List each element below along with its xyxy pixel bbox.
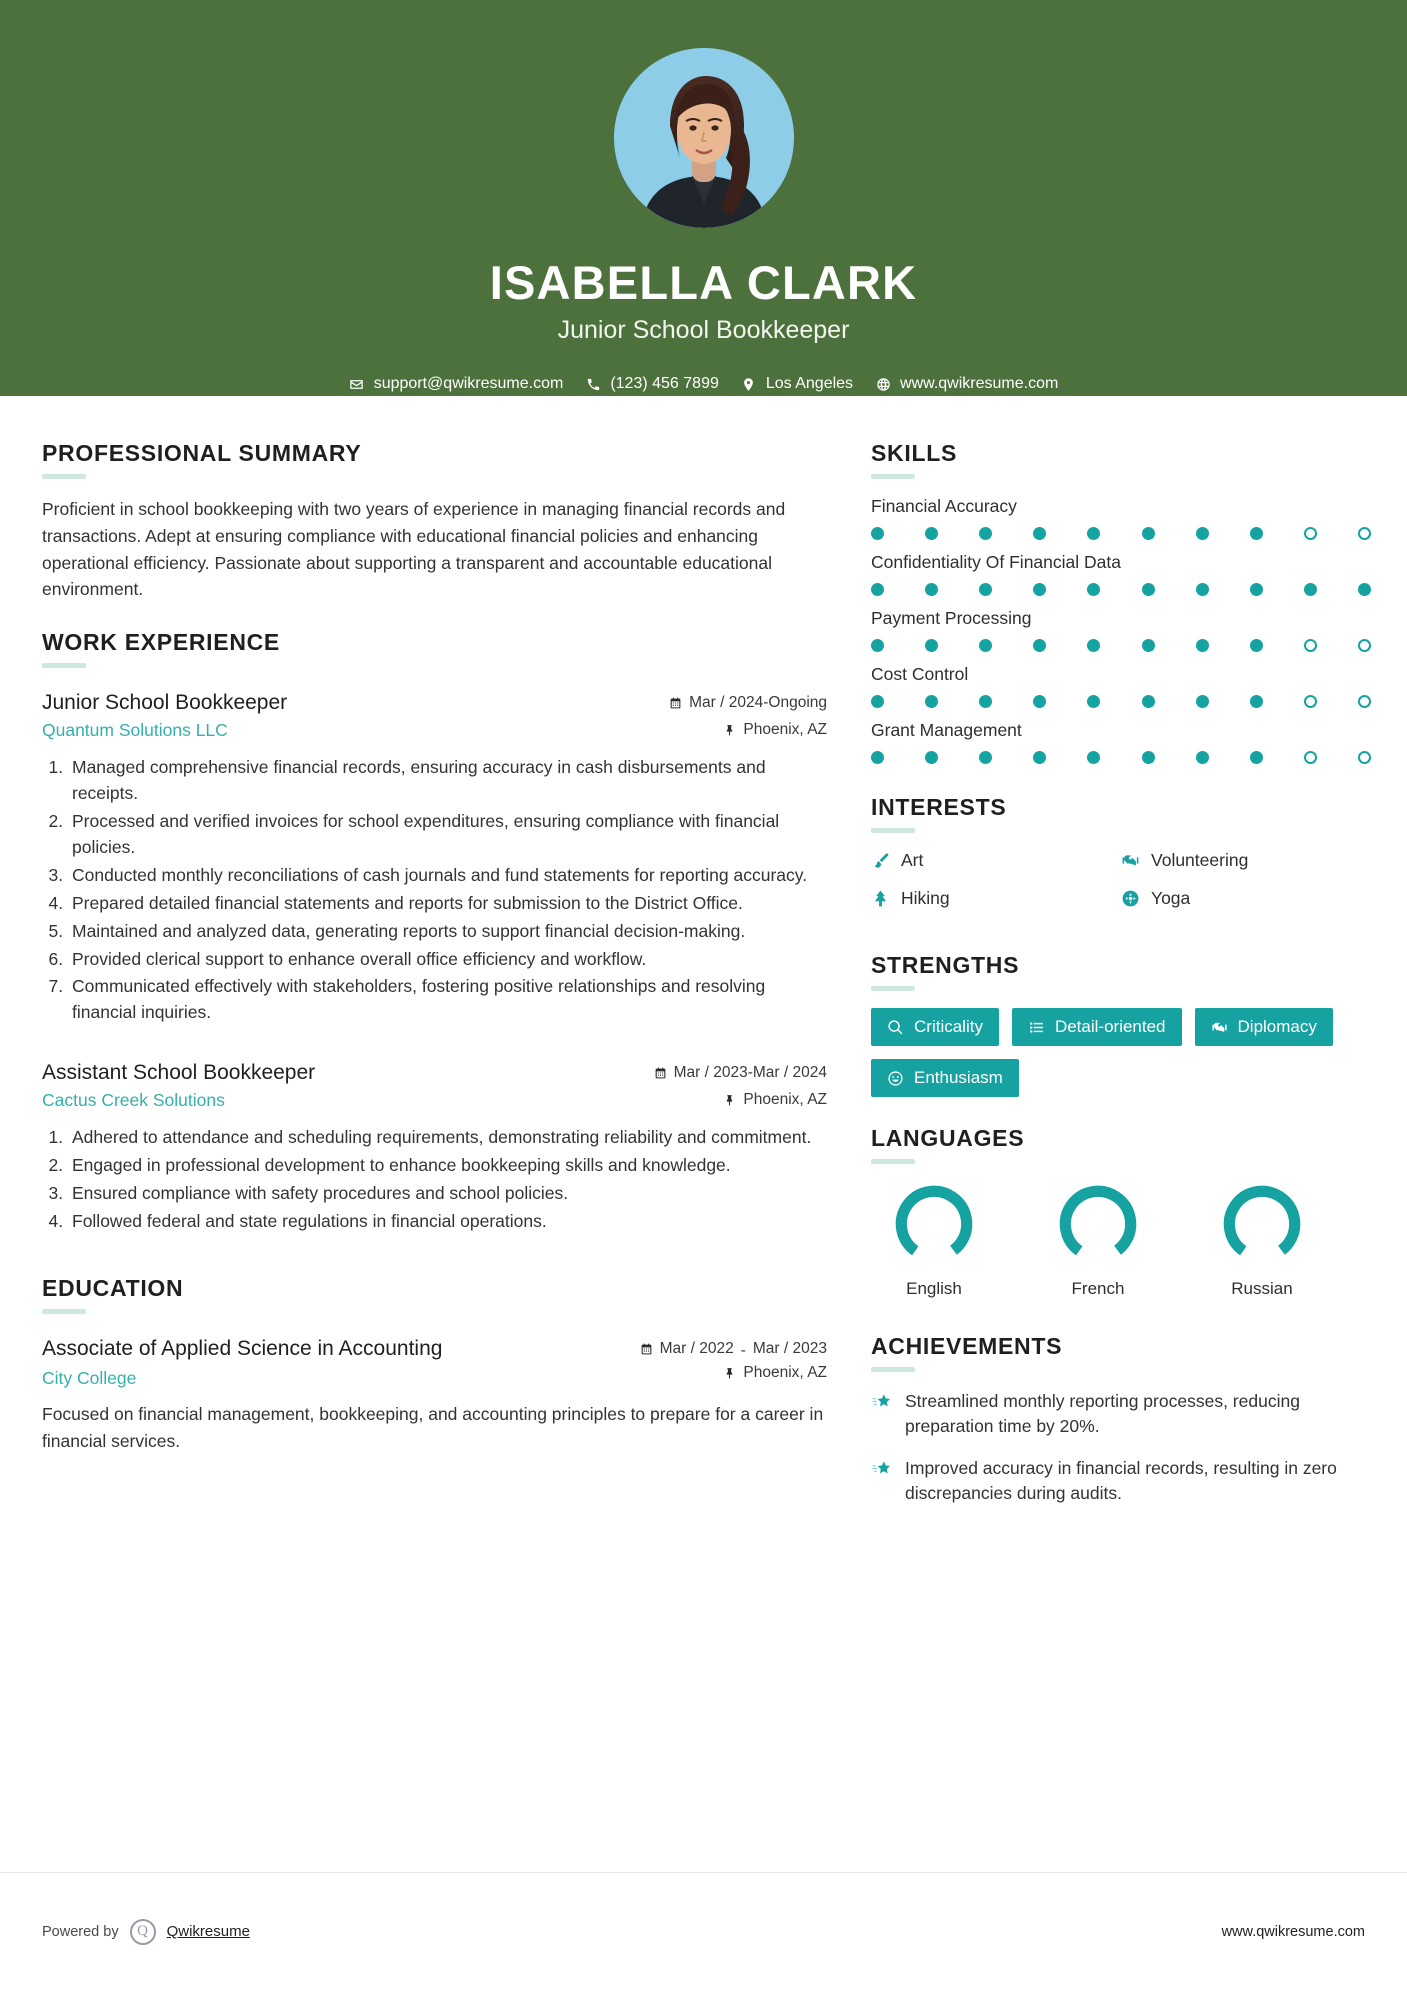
- skill-dot-filled: [1196, 527, 1209, 540]
- powered-by-label: Powered by: [42, 1923, 119, 1940]
- section-work-experience: [42, 629, 827, 1235]
- globe-icon: [875, 376, 891, 392]
- achievement-text: Streamlined monthly reporting processes, reducing preparation time by 20%.: [905, 1391, 1300, 1437]
- education-entry: [42, 1336, 827, 1454]
- work-bullet: 1. Adhered to attendance and scheduling requirements, demonstrating reliability and commitment.: [68, 1125, 827, 1151]
- language-label: French: [1071, 1279, 1125, 1298]
- skill-dot-filled: [1358, 583, 1371, 596]
- strength-label: Criticality: [914, 1017, 983, 1036]
- work-bullet: 3. Ensured compliance with safety procedures and school policies.: [68, 1181, 827, 1207]
- section-header: [871, 794, 1371, 833]
- avatar: [614, 48, 794, 228]
- resume-header: [0, 0, 1407, 396]
- skill-dot-filled: [925, 695, 938, 708]
- page-title: ISABELLA CLARK: [489, 256, 918, 309]
- skill-dot-filled: [925, 639, 938, 652]
- section-interests: [871, 794, 1371, 926]
- education-degree: Associate of Applied Science in Accounting: [42, 1337, 443, 1361]
- strength-label: Detail-oriented: [1054, 1017, 1166, 1036]
- skill-label: Confidentiality Of Financial Data: [871, 552, 1121, 572]
- language-label: English: [906, 1279, 962, 1298]
- strength-chip-enthusiasm: [871, 1059, 1019, 1097]
- section-title: WORK EXPERIENCE: [42, 629, 280, 656]
- envelope-icon: [349, 376, 365, 392]
- work-entry-header: [42, 690, 827, 741]
- section-header: [871, 1125, 1371, 1164]
- star-icon: [871, 1459, 893, 1481]
- interest-label: Art: [901, 850, 924, 870]
- work-dates-value: Mar / 2024-Ongoing: [689, 694, 827, 712]
- resume-body: [0, 396, 1407, 1533]
- work-bullet: 1. Managed comprehensive financial records, ensuring accuracy in cash disbursements and receipts.: [68, 755, 827, 807]
- contact-website-value: www.qwikresume.com: [900, 375, 1059, 393]
- star-icon: [871, 1392, 893, 1414]
- qwikresume-logo-icon: Q: [130, 1919, 156, 1945]
- skill-dot-filled: [979, 583, 992, 596]
- skill-dot-filled: [1087, 751, 1100, 764]
- page-footer: [0, 1872, 1407, 1990]
- skill-dot-filled: [1033, 583, 1046, 596]
- section-languages: [871, 1125, 1371, 1299]
- language-progress-ring: [891, 1181, 977, 1267]
- section-title: PROFESSIONAL SUMMARY: [42, 440, 362, 466]
- interest-label: Hiking: [901, 888, 950, 908]
- language-item: [871, 1181, 997, 1299]
- skill-dot-empty: [1304, 639, 1317, 652]
- skill-dot-filled: [925, 527, 938, 540]
- education-date-end: [753, 1340, 827, 1358]
- profile-photo-icon: [614, 48, 794, 228]
- section-title: INTERESTS: [871, 794, 1007, 820]
- language-item: [1035, 1181, 1161, 1299]
- skill-label: Cost Control: [871, 664, 969, 684]
- skill-dot-filled: [979, 751, 992, 764]
- skill-dot-empty: [1304, 527, 1317, 540]
- skill-dot-filled: [1196, 751, 1209, 764]
- interest-item: [871, 850, 1121, 871]
- section-achievements: [871, 1333, 1371, 1507]
- skill-item: [871, 664, 1371, 708]
- calendar-icon: [669, 696, 682, 710]
- language-progress-ring: [1055, 1181, 1141, 1267]
- education-date-separator: -: [740, 1342, 746, 1360]
- section-rule: [871, 828, 915, 833]
- contact-location-value: Los Angeles: [765, 375, 854, 393]
- strength-chip-diplomacy: [1195, 1008, 1333, 1046]
- work-bullet: 5. Maintained and analyzed data, generating reports to support financial decision-making.: [68, 919, 827, 945]
- section-rule: [871, 986, 915, 991]
- skill-dot-filled: [979, 527, 992, 540]
- section-rule: [871, 1367, 915, 1372]
- skill-dot-filled: [1196, 695, 1209, 708]
- section-title: SKILLS: [871, 440, 957, 466]
- strength-label: Diplomacy: [1237, 1017, 1317, 1036]
- education-entry-titles: [42, 1336, 442, 1362]
- section-rule: [871, 474, 915, 479]
- section-header: [871, 1333, 1371, 1372]
- skill-dot-filled: [1087, 583, 1100, 596]
- interests-grid: [871, 850, 1371, 926]
- job-title: Junior School Bookkeeper: [557, 316, 850, 345]
- skill-dot-filled: [1033, 639, 1046, 652]
- skill-dot-filled: [1033, 527, 1046, 540]
- contact-email[interactable]: [349, 375, 564, 393]
- work-entry-meta: [627, 690, 827, 739]
- education-description: Focused on financial management, bookkeeping, and accounting principles to prepare for a career in financial services.: [42, 1404, 824, 1451]
- pin-icon: [723, 1366, 736, 1380]
- work-organization[interactable]: Quantum Solutions LLC: [42, 720, 228, 741]
- skill-dot-filled: [1033, 751, 1046, 764]
- section-header: [871, 952, 1371, 991]
- skill-label: Payment Processing: [871, 608, 1032, 628]
- skill-dot-filled: [979, 695, 992, 708]
- skill-dot-filled: [1196, 583, 1209, 596]
- summary-text: Proficient in school bookkeeping with two years of experience in managing financial records and transactions. Adept at ensuring compliance with educational financial policies and enhancing operational efficiency. Passionate about supporting a transparent and accountable educational environment.: [42, 499, 786, 600]
- contact-phone[interactable]: [585, 375, 719, 393]
- skill-dot-filled: [925, 583, 938, 596]
- skill-level-dots: [871, 695, 1371, 708]
- strengths-list: [871, 1008, 1371, 1097]
- work-bullet: 2. Processed and verified invoices for school expenditures, ensuring compliance with financial policies.: [68, 809, 827, 861]
- skill-dot-filled: [871, 527, 884, 540]
- contact-row: [349, 375, 1059, 393]
- skill-dot-filled: [1033, 695, 1046, 708]
- skill-dot-filled: [1142, 695, 1155, 708]
- handshake-icon: [1121, 851, 1140, 870]
- skill-dot-empty: [1358, 751, 1371, 764]
- work-location: [627, 721, 827, 739]
- section-rule: [42, 1309, 86, 1314]
- skill-dot-filled: [1142, 527, 1155, 540]
- work-entry-titles: [42, 690, 287, 741]
- skill-dot-empty: [1358, 695, 1371, 708]
- interest-item: [1121, 850, 1371, 871]
- language-label: Russian: [1231, 1279, 1293, 1298]
- lifebuoy-icon: [1121, 889, 1140, 908]
- education-date-start: [660, 1340, 734, 1358]
- interest-label: Yoga: [1151, 888, 1191, 908]
- section-title: ACHIEVEMENTS: [871, 1333, 1063, 1359]
- skill-item: [871, 496, 1371, 540]
- skill-level-dots: [871, 751, 1371, 764]
- work-bullet: 4. Followed federal and state regulations in financial operations.: [68, 1209, 827, 1235]
- achievement-item: [871, 1456, 1371, 1507]
- skill-dot-empty: [1304, 695, 1317, 708]
- strength-chip-detail-oriented: [1012, 1008, 1182, 1046]
- calendar-icon: [640, 1342, 653, 1356]
- skill-dot-filled: [871, 751, 884, 764]
- work-dates: [627, 694, 827, 712]
- skill-dot-filled: [1087, 695, 1100, 708]
- interest-item: [1121, 888, 1371, 909]
- contact-website[interactable]: [875, 375, 1058, 393]
- skill-dot-filled: [1250, 583, 1263, 596]
- skill-dot-empty: [1304, 751, 1317, 764]
- strength-label: Enthusiasm: [914, 1068, 1003, 1087]
- skill-dot-filled: [1087, 527, 1100, 540]
- skill-level-dots: [871, 639, 1371, 652]
- work-location: [627, 1091, 827, 1109]
- map-pin-icon: [741, 376, 757, 392]
- skill-dot-filled: [1304, 583, 1317, 596]
- skill-label: Financial Accuracy: [871, 496, 1017, 516]
- footer-website[interactable]: www.qwikresume.com: [1221, 1923, 1365, 1940]
- section-strengths: [871, 952, 1371, 1097]
- skill-dot-filled: [925, 751, 938, 764]
- section-education: [42, 1275, 827, 1454]
- work-entry-titles: [42, 1060, 315, 1111]
- education-entry-meta: [627, 1336, 827, 1360]
- interest-item: [871, 888, 1121, 909]
- paintbrush-icon: [871, 851, 890, 870]
- skill-dot-filled: [1250, 695, 1263, 708]
- tree-icon: [871, 889, 890, 908]
- skill-dot-filled: [1196, 639, 1209, 652]
- skill-dot-filled: [1142, 639, 1155, 652]
- work-location-value: Phoenix, AZ: [743, 1091, 827, 1109]
- skill-level-dots: [871, 527, 1371, 540]
- skill-dot-filled: [1087, 639, 1100, 652]
- skill-level-dots: [871, 583, 1371, 596]
- skill-item: [871, 552, 1371, 596]
- work-organization[interactable]: Cactus Creek Solutions: [42, 1090, 225, 1111]
- education-date-start-value: Mar / 2022: [659, 1340, 734, 1358]
- contact-email-value: support@qwikresume.com: [373, 375, 564, 393]
- work-bullet-list: [42, 1125, 827, 1235]
- work-entry: [42, 1060, 827, 1235]
- smiley-icon: [887, 1070, 904, 1087]
- skill-dot-filled: [1142, 583, 1155, 596]
- pin-icon: [723, 723, 736, 737]
- section-header: [42, 440, 827, 479]
- work-dates: [627, 1064, 827, 1082]
- section-rule: [42, 474, 86, 479]
- section-skills: [871, 440, 1371, 764]
- work-role: Assistant School Bookkeeper: [42, 1061, 316, 1085]
- strength-chip-criticality: [871, 1008, 999, 1046]
- section-title: LANGUAGES: [871, 1125, 1025, 1151]
- section-professional-summary: [42, 440, 827, 603]
- skill-dot-filled: [1250, 751, 1263, 764]
- skill-dot-filled: [979, 639, 992, 652]
- calendar-icon: [654, 1066, 667, 1080]
- section-title: EDUCATION: [42, 1275, 184, 1302]
- right-column: [871, 440, 1371, 1533]
- work-entry-header: [42, 1060, 827, 1111]
- work-bullet: 6. Provided clerical support to enhance overall office efficiency and workflow.: [68, 947, 827, 973]
- work-location-value: Phoenix, AZ: [743, 721, 827, 739]
- section-header: [42, 629, 827, 668]
- skill-dot-filled: [1142, 751, 1155, 764]
- work-bullet: 7. Communicated effectively with stakeholders, fostering positive relationships and resolving financial inquiries.: [68, 974, 827, 1026]
- education-school-row: [42, 1364, 827, 1389]
- work-bullet: 4. Prepared detailed financial statements and reports for submission to the District Office.: [68, 891, 827, 917]
- skill-item: [871, 608, 1371, 652]
- work-dates-value: Mar / 2023-Mar / 2024: [673, 1064, 827, 1082]
- skill-dot-filled: [871, 695, 884, 708]
- work-entry-meta: [627, 1060, 827, 1109]
- qwikresume-link[interactable]: Qwikresume: [166, 1923, 250, 1940]
- skill-dot-empty: [1358, 527, 1371, 540]
- education-location-value: Phoenix, AZ: [743, 1364, 827, 1382]
- interest-label: Volunteering: [1151, 850, 1249, 870]
- skill-item: [871, 720, 1371, 764]
- section-header: [42, 1275, 827, 1314]
- languages-list: [871, 1181, 1371, 1299]
- handshake-icon: [1211, 1019, 1228, 1036]
- search-icon: [887, 1019, 904, 1036]
- skill-dot-filled: [871, 639, 884, 652]
- education-dates: [627, 1340, 827, 1360]
- skill-dot-filled: [871, 583, 884, 596]
- contact-location[interactable]: [741, 375, 853, 393]
- skill-dot-empty: [1358, 639, 1371, 652]
- section-title: STRENGTHS: [871, 952, 1020, 978]
- work-bullet-list: [42, 755, 827, 1026]
- education-location: [627, 1364, 827, 1382]
- section-header: [871, 440, 1371, 479]
- skill-dot-filled: [1250, 527, 1263, 540]
- work-role: Junior School Bookkeeper: [42, 691, 288, 715]
- achievement-item: [871, 1389, 1371, 1440]
- footer-branding: [42, 1919, 250, 1945]
- skill-dot-filled: [1250, 639, 1263, 652]
- work-bullet: 2. Engaged in professional development to enhance bookkeeping skills and knowledge.: [68, 1153, 827, 1179]
- work-bullet: 3. Conducted monthly reconciliations of cash journals and fund statements for reporting accuracy.: [68, 863, 827, 889]
- achievement-text: Improved accuracy in financial records, resulting in zero discrepancies during audits.: [905, 1457, 1337, 1504]
- language-item: [1199, 1181, 1325, 1299]
- education-date-end-value: Mar / 2023: [752, 1340, 827, 1358]
- skills-list: [871, 496, 1371, 764]
- education-school[interactable]: City College: [42, 1368, 137, 1389]
- contact-phone-value: (123) 456 7899: [610, 375, 719, 393]
- skill-label: Grant Management: [871, 720, 1022, 740]
- left-column: [42, 440, 827, 1533]
- education-entry-header: [42, 1336, 827, 1362]
- pin-icon: [723, 1093, 736, 1107]
- work-entry: [42, 690, 827, 1026]
- list-icon: [1028, 1019, 1045, 1036]
- language-progress-ring: [1219, 1181, 1305, 1267]
- section-rule: [871, 1159, 915, 1164]
- section-rule: [42, 663, 86, 668]
- phone-icon: [585, 376, 601, 392]
